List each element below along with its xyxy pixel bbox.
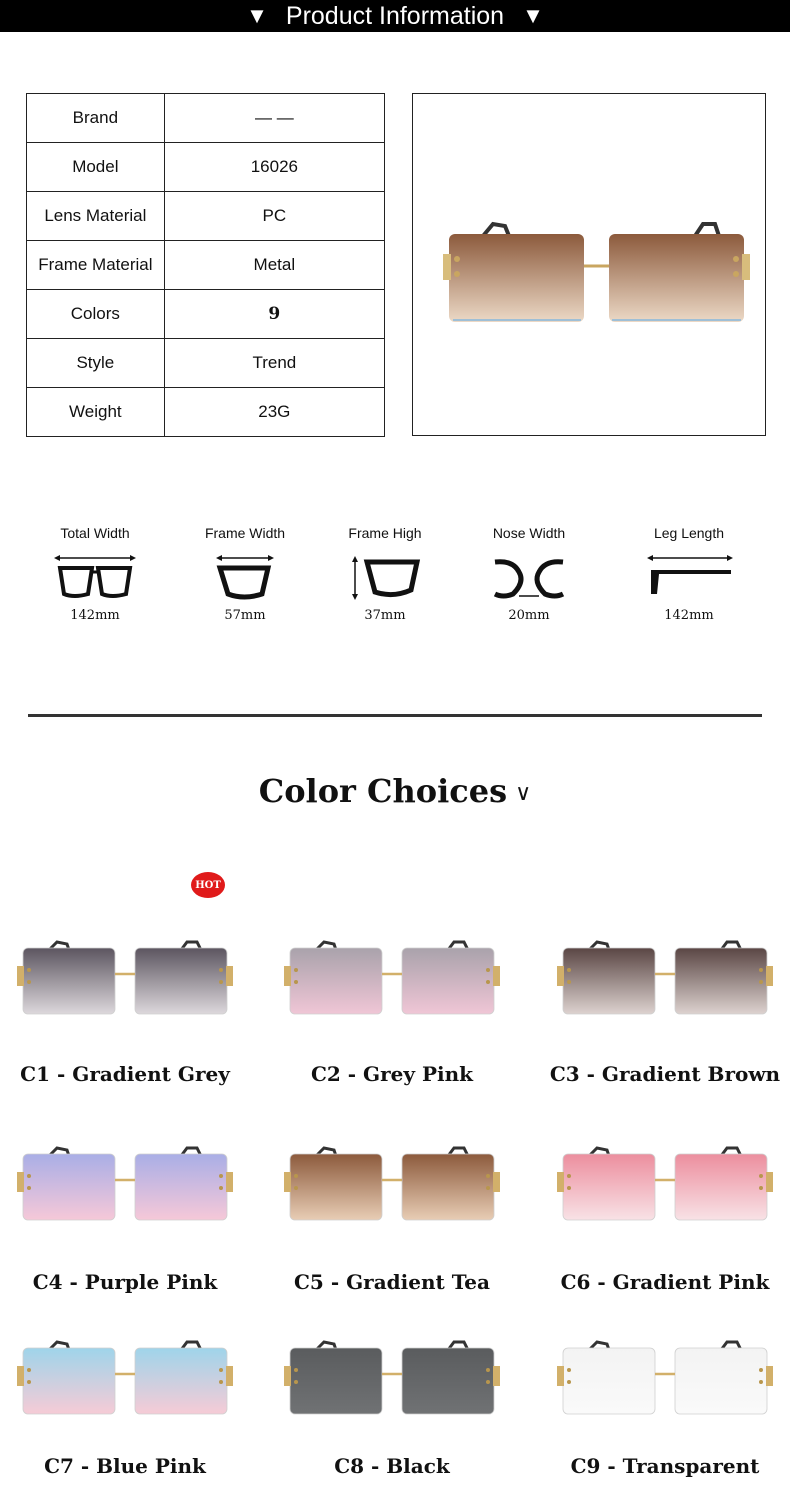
spec-table xyxy=(26,93,385,437)
nose-width-icon xyxy=(489,552,569,602)
product-image xyxy=(412,93,766,436)
triangle-down-icon: ▼ xyxy=(522,3,544,28)
sunglasses-image xyxy=(5,1136,245,1236)
spec-value: 9 xyxy=(164,290,384,339)
section-divider xyxy=(28,714,762,717)
color-variant-c2 xyxy=(267,930,517,1030)
color-variant-c4 xyxy=(0,1136,250,1236)
variant-name: C4 - Purple Pink xyxy=(32,1270,218,1294)
sunglasses-image xyxy=(5,930,245,1030)
dimension-label: Frame Width xyxy=(204,525,286,541)
sunglasses-image xyxy=(545,1330,785,1430)
dimension-item xyxy=(310,522,460,623)
spec-value: — — xyxy=(164,94,384,143)
spec-label: Colors xyxy=(27,290,165,339)
dimension-item xyxy=(614,522,764,623)
color-variant-c3 xyxy=(540,930,790,1030)
table-row xyxy=(27,143,385,192)
sunglasses-image xyxy=(272,1136,512,1236)
spec-label: Frame Material xyxy=(27,241,165,290)
variant-name-container xyxy=(540,1454,790,1478)
chevron-down-icon: ∨ xyxy=(515,781,532,806)
sunglasses-image xyxy=(413,94,765,435)
spec-label: Brand xyxy=(27,94,165,143)
dimension-label: Total Width xyxy=(60,525,130,541)
dimension-value: 57mm xyxy=(224,608,266,623)
spec-label: Weight xyxy=(27,388,165,437)
dimension-value: 142mm xyxy=(664,608,714,623)
variant-name-container xyxy=(0,1454,250,1478)
dimension-value: 142mm xyxy=(70,608,120,623)
spec-value: 23G xyxy=(164,388,384,437)
spec-value: Trend xyxy=(164,339,384,388)
color-choices-title xyxy=(0,772,790,810)
dimension-value: 20mm xyxy=(508,608,550,623)
variant-name: C9 - Transparent xyxy=(570,1454,760,1478)
spec-value: Metal xyxy=(164,241,384,290)
sunglasses-image xyxy=(545,930,785,1030)
spec-label: Style xyxy=(27,339,165,388)
sunglasses-image xyxy=(272,930,512,1030)
total-width-icon xyxy=(50,552,140,602)
color-variant-c1 xyxy=(0,930,250,1030)
frame-width-icon xyxy=(210,552,280,602)
dimension-item xyxy=(454,522,604,623)
dimension-label: Nose Width xyxy=(492,525,566,541)
dimension-item xyxy=(170,522,320,623)
triangle-down-icon: ▼ xyxy=(246,3,268,28)
variant-name-container xyxy=(540,1062,790,1086)
spec-value: 16026 xyxy=(164,143,384,192)
variant-name-container xyxy=(540,1270,790,1294)
dimension-value: 37mm xyxy=(364,608,406,623)
color-choices-heading: Color Choices xyxy=(258,772,508,810)
color-variant-c7 xyxy=(0,1330,250,1430)
spec-label: Model xyxy=(27,143,165,192)
table-row xyxy=(27,388,385,437)
spec-label: Lens Material xyxy=(27,192,165,241)
variant-name: C2 - Grey Pink xyxy=(310,1062,474,1086)
color-variant-c5 xyxy=(267,1136,517,1236)
leg-length-icon xyxy=(639,552,739,602)
variant-name: C3 - Gradient Brown xyxy=(549,1062,781,1086)
dimension-label: Leg Length xyxy=(653,525,725,541)
sunglasses-image xyxy=(5,1330,245,1430)
table-row xyxy=(27,290,385,339)
banner-title: Product Information xyxy=(285,1,505,30)
variant-name: C8 - Black xyxy=(334,1454,450,1478)
table-row xyxy=(27,94,385,143)
table-row xyxy=(27,241,385,290)
dimension-item xyxy=(20,522,170,623)
table-row xyxy=(27,339,385,388)
color-variant-c8 xyxy=(267,1330,517,1430)
product-info-banner xyxy=(0,0,790,32)
variant-name: C6 - Gradient Pink xyxy=(560,1270,770,1294)
variant-name-container xyxy=(267,1270,517,1294)
dimensions-section xyxy=(0,522,790,652)
frame-high-icon xyxy=(345,552,425,602)
color-variant-c6 xyxy=(540,1136,790,1236)
dimension-label: Frame High xyxy=(348,525,422,541)
variant-name: C7 - Blue Pink xyxy=(44,1454,206,1478)
color-variant-c9 xyxy=(540,1330,790,1430)
variant-name: C5 - Gradient Tea xyxy=(294,1270,490,1294)
sunglasses-image xyxy=(272,1330,512,1430)
variant-name: C1 - Gradient Grey xyxy=(20,1062,230,1086)
variant-name-container xyxy=(267,1062,517,1086)
sunglasses-image xyxy=(545,1136,785,1236)
hot-badge: HOT xyxy=(191,872,225,898)
variant-name-container xyxy=(0,1062,250,1086)
variant-name-container xyxy=(0,1270,250,1294)
table-row xyxy=(27,192,385,241)
variant-name-container xyxy=(267,1454,517,1478)
spec-value: PC xyxy=(164,192,384,241)
